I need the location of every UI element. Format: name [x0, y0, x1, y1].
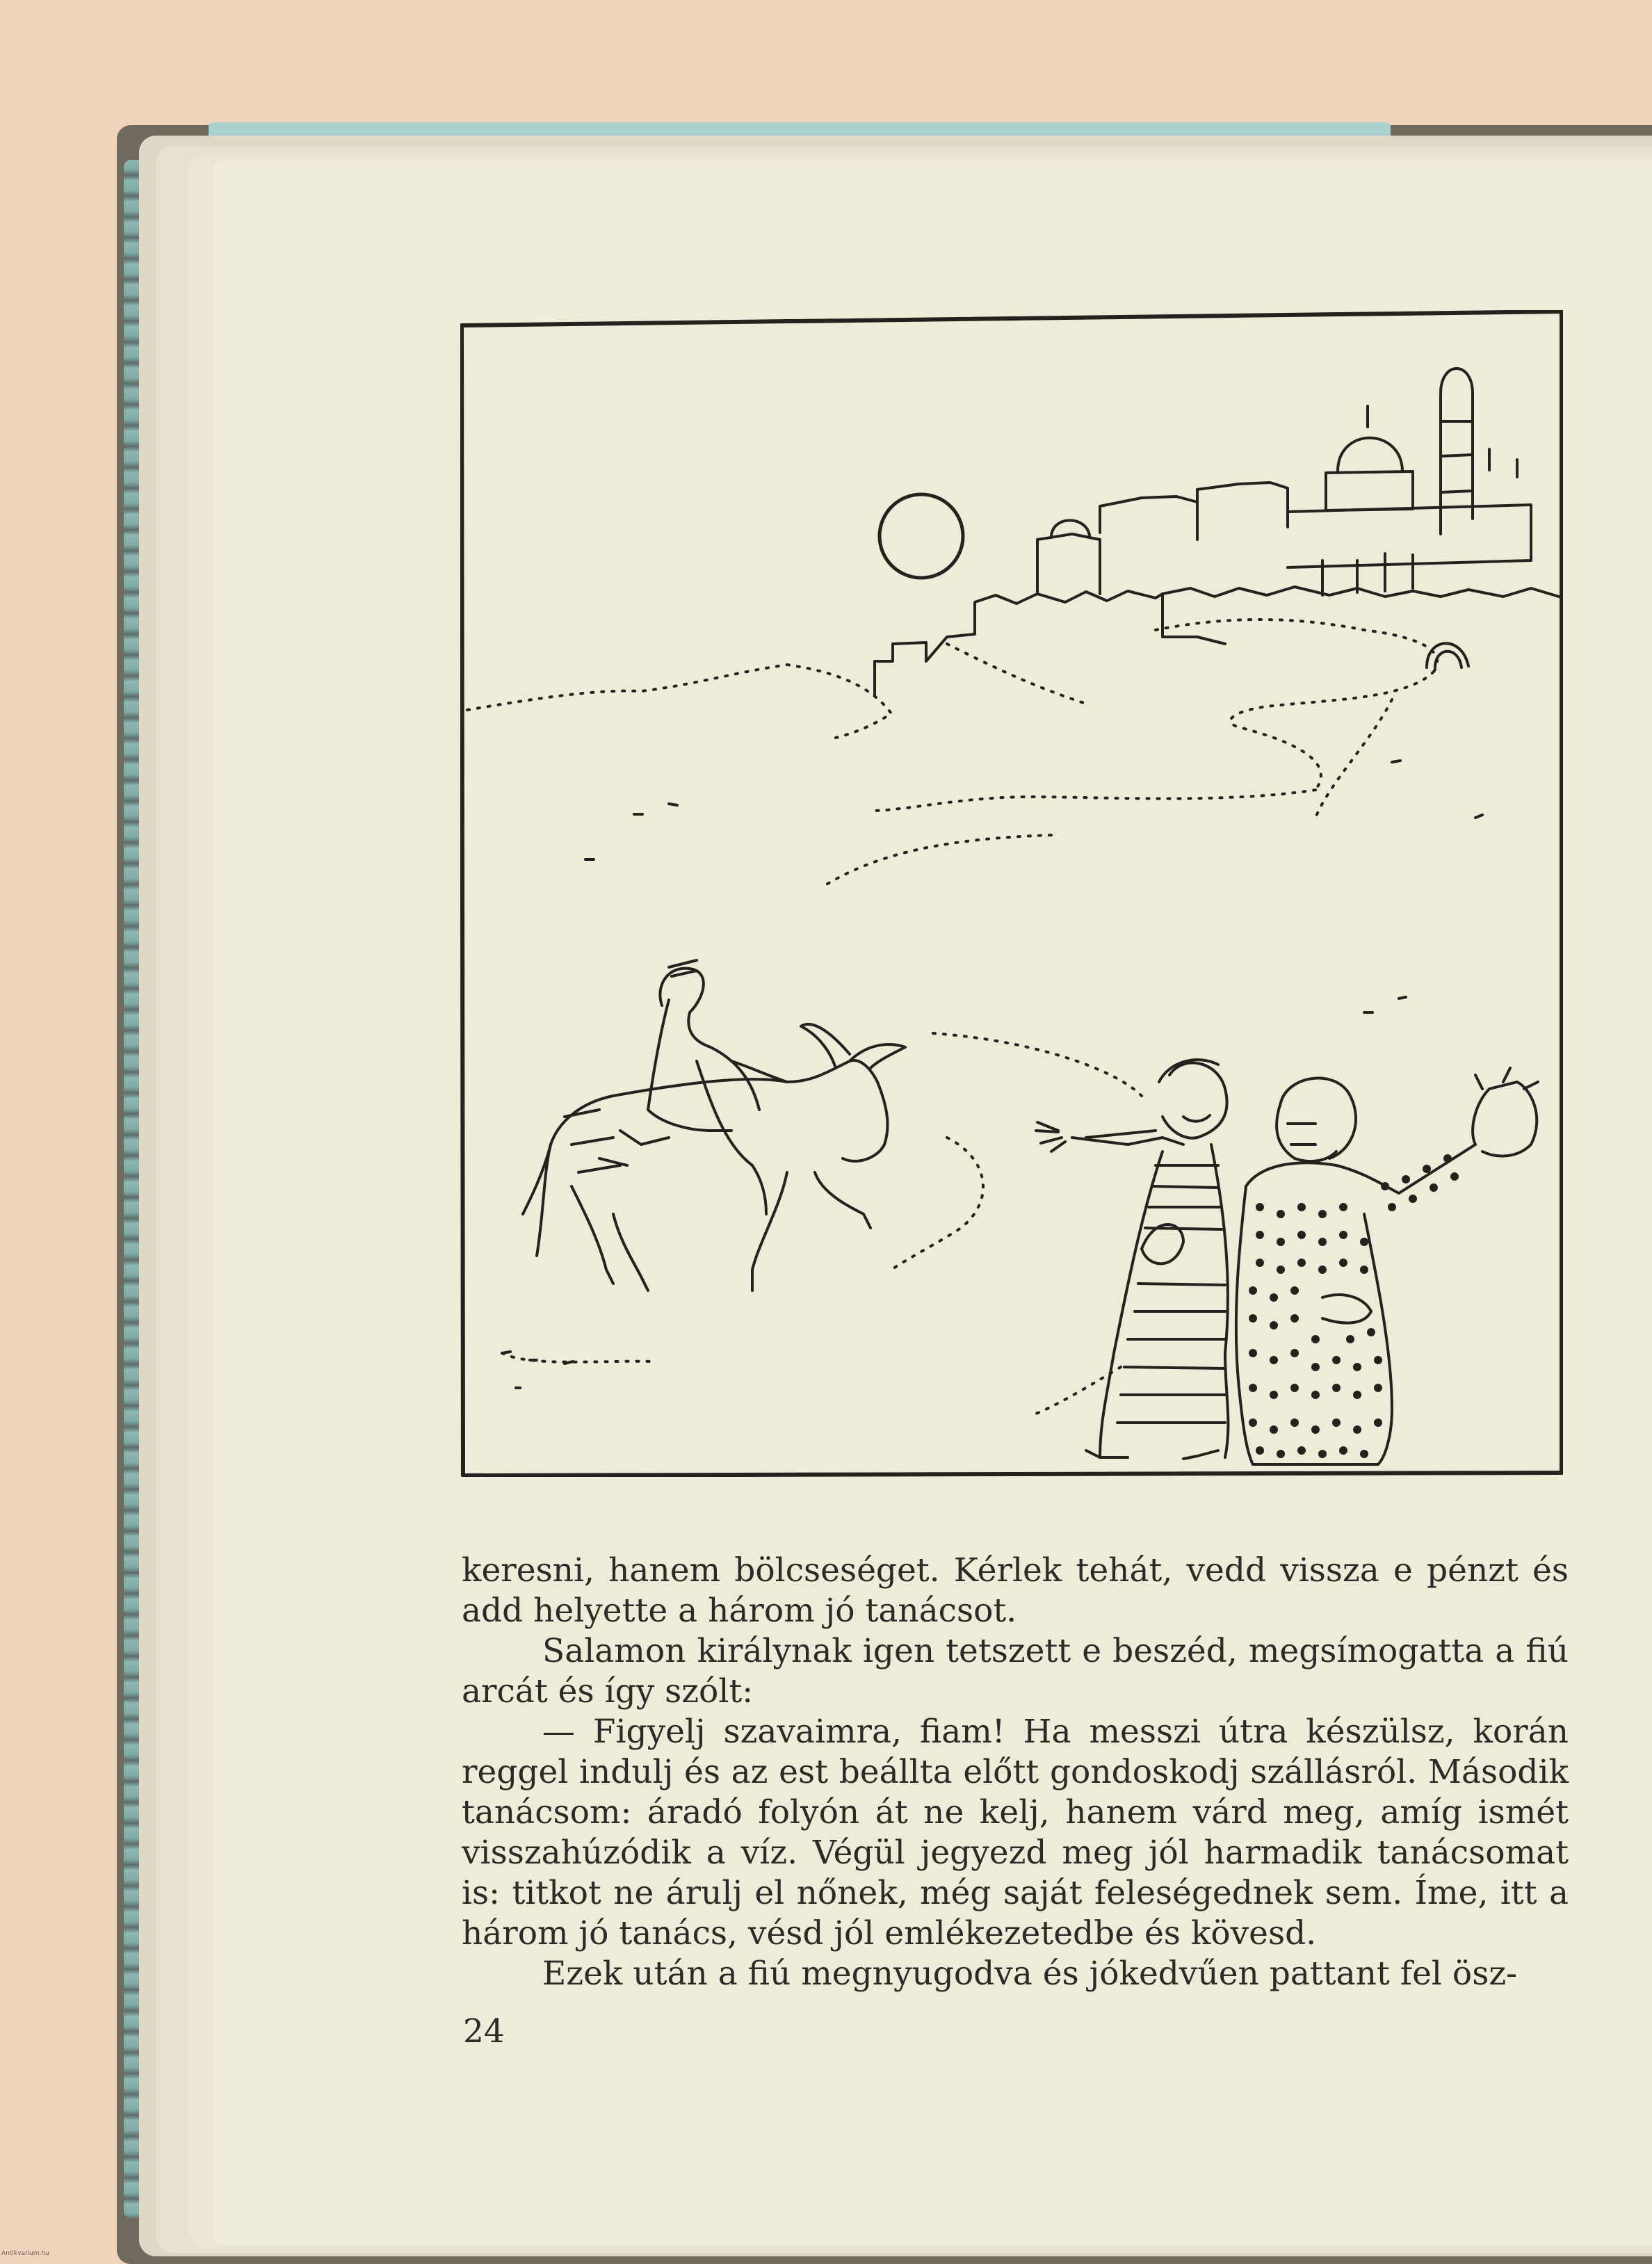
paragraph: keresni, hanem bölcseséget. Kérlek tehát, vedd vissza e pénzt és add helyette a három jó tanácsot. [462, 1551, 1569, 1630]
city-icon [875, 369, 1559, 696]
illustration-solomon-scene [460, 310, 1563, 1477]
watermark: Antikvarium.hu [1, 2250, 49, 2257]
illustration-frame [462, 312, 1562, 1475]
dotted-landscape [467, 620, 1437, 1416]
paragraph: Ezek után a fiú megnyugodva és jókedvűen pattant fel ösz- [542, 1955, 1517, 1993]
rider-on-donkey-icon [523, 960, 905, 1291]
paragraph: Salamon királynak igen tetszett e beszéd, megsímogatta a fiú arcát és így szólt: [462, 1632, 1569, 1711]
paragraph: — Figyelj szavaimra, fiam! Ha messzi útra készülsz, korán reggel indulj és az est beállta előtt gondoskodj szállásról. Második tanácsom: áradó folyón át ne kelj, hanem várd meg, amíg ismét visszahúzódik a víz. Végül jegyezd meg jól harmadik tanácsomat is: titkot ne árulj el nőnek, még saját feleségednek sem. Íme, itt a három jó tanács, vésd jól emlékezetedbe és kövesd. [462, 1713, 1569, 1952]
body-text [462, 1551, 1569, 1994]
robe-dots [1249, 1154, 1459, 1458]
sun-icon [880, 494, 963, 578]
page-number: 24 [463, 2012, 505, 2051]
